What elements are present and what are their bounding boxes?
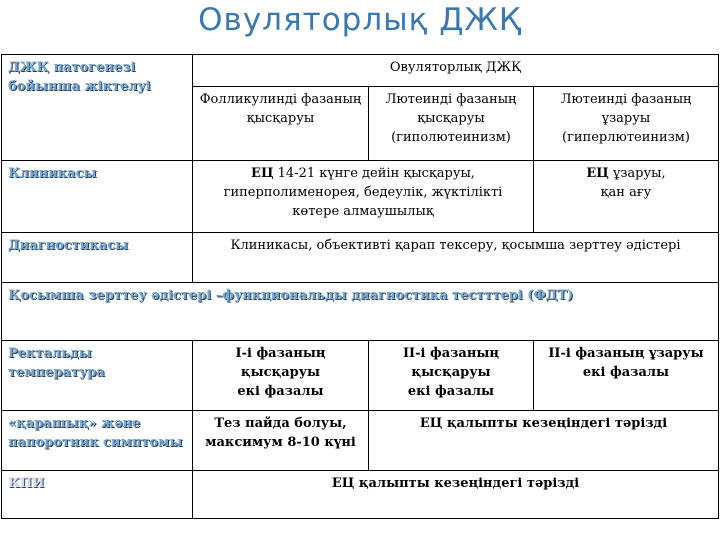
pupil-label <box>2 411 193 471</box>
header-luteal-short <box>369 87 534 161</box>
clinic-label: Клиникасы <box>2 161 193 233</box>
pupil-col1: Тез пайда болуы, максимум 8-10 күні <box>193 411 369 471</box>
header-luteal-long-line1: Лютеинді фазаның <box>560 92 692 107</box>
rectal-label <box>2 341 193 411</box>
rectal-label-line2: температура <box>8 364 105 380</box>
diagnostics-row <box>2 233 719 283</box>
rectal-col3-line2: екі фазалы <box>582 364 670 380</box>
header-luteal-long <box>534 87 719 161</box>
header-corner-cell <box>2 55 193 161</box>
pupil-row <box>2 411 719 471</box>
clinic-row <box>2 161 719 233</box>
table-header-row <box>2 55 719 87</box>
rectal-col1 <box>193 341 369 411</box>
rectal-col2-line3: екі фазалы <box>407 383 495 399</box>
pupil-label-line2: папоротник симптомы <box>8 434 183 450</box>
header-luteal-short-line3: (гиполютеинизм) <box>391 129 511 145</box>
slide-title: Овуляторлық ДЖҚ <box>198 2 522 38</box>
corner-line-2: бойынша жіктелуі <box>8 78 151 94</box>
diagnostics-text: Клиникасы, объективті қарап тексеру, қосымша зерттеу әдістері <box>193 233 719 283</box>
clinic-long-text: ұзаруы, <box>608 166 666 181</box>
rectal-row <box>2 341 719 411</box>
kpi-row <box>2 471 719 519</box>
clinic-long-cell <box>534 161 719 233</box>
header-luteal-short-line1: Лютеинді фазаның <box>385 92 517 107</box>
clinic-short-text: 14-21 күнге дейін қысқаруы, гиперполименорея, бедеулік, жүктілікті көтере алмаушылық <box>223 166 503 219</box>
rectal-col1-line2: қысқаруы <box>240 364 321 380</box>
extra-methods-row <box>2 283 719 341</box>
header-luteal-long-line3: (гиперлютеинизм) <box>562 129 690 145</box>
rectal-col2 <box>369 341 534 411</box>
corner-line-1: ДЖҚ патогенезі <box>8 60 136 75</box>
rectal-col1-line1: I-і фазаның <box>235 346 326 361</box>
clinic-short-cell <box>193 161 534 233</box>
header-follicular-short: Фолликулинді фазаның қысқаруы <box>193 87 369 161</box>
classification-table <box>1 54 719 519</box>
rectal-col1-line3: екі фазалы <box>237 383 324 399</box>
pupil-label-line1: «қарашық» және <box>8 416 141 431</box>
extra-methods-label: Қосымша зерттеу әдістері –функциональды диагностика тестттері (ФДТ) <box>2 283 719 341</box>
rectal-col2-line1: II-і фазаның <box>402 346 500 361</box>
rectal-col3 <box>534 341 719 411</box>
kpi-label: КПИ <box>2 471 193 519</box>
kpi-text: ЕЦ қалыпты кезеңіндегі тәрізді <box>193 471 719 519</box>
clinic-long-bold: ЕЦ <box>586 166 609 181</box>
rectal-col2-line2: қысқаруы <box>411 364 491 380</box>
header-group-cell: Овуляторлық ДЖҚ <box>193 55 719 87</box>
clinic-long-line2: қан ағу <box>600 184 652 200</box>
pupil-rest: ЕЦ қалыпты кезеңіндегі тәрізді <box>369 411 719 471</box>
diagnostics-label: Диагностикасы <box>2 233 193 283</box>
header-luteal-short-line2: қысқаруы <box>417 110 485 126</box>
rectal-label-line1: Ректальды <box>8 346 92 361</box>
rectal-col3-line1: II-і фазаның ұзаруы <box>548 346 704 361</box>
clinic-short-bold: ЕЦ <box>251 166 274 181</box>
header-luteal-long-line2: ұзаруы <box>601 110 651 126</box>
